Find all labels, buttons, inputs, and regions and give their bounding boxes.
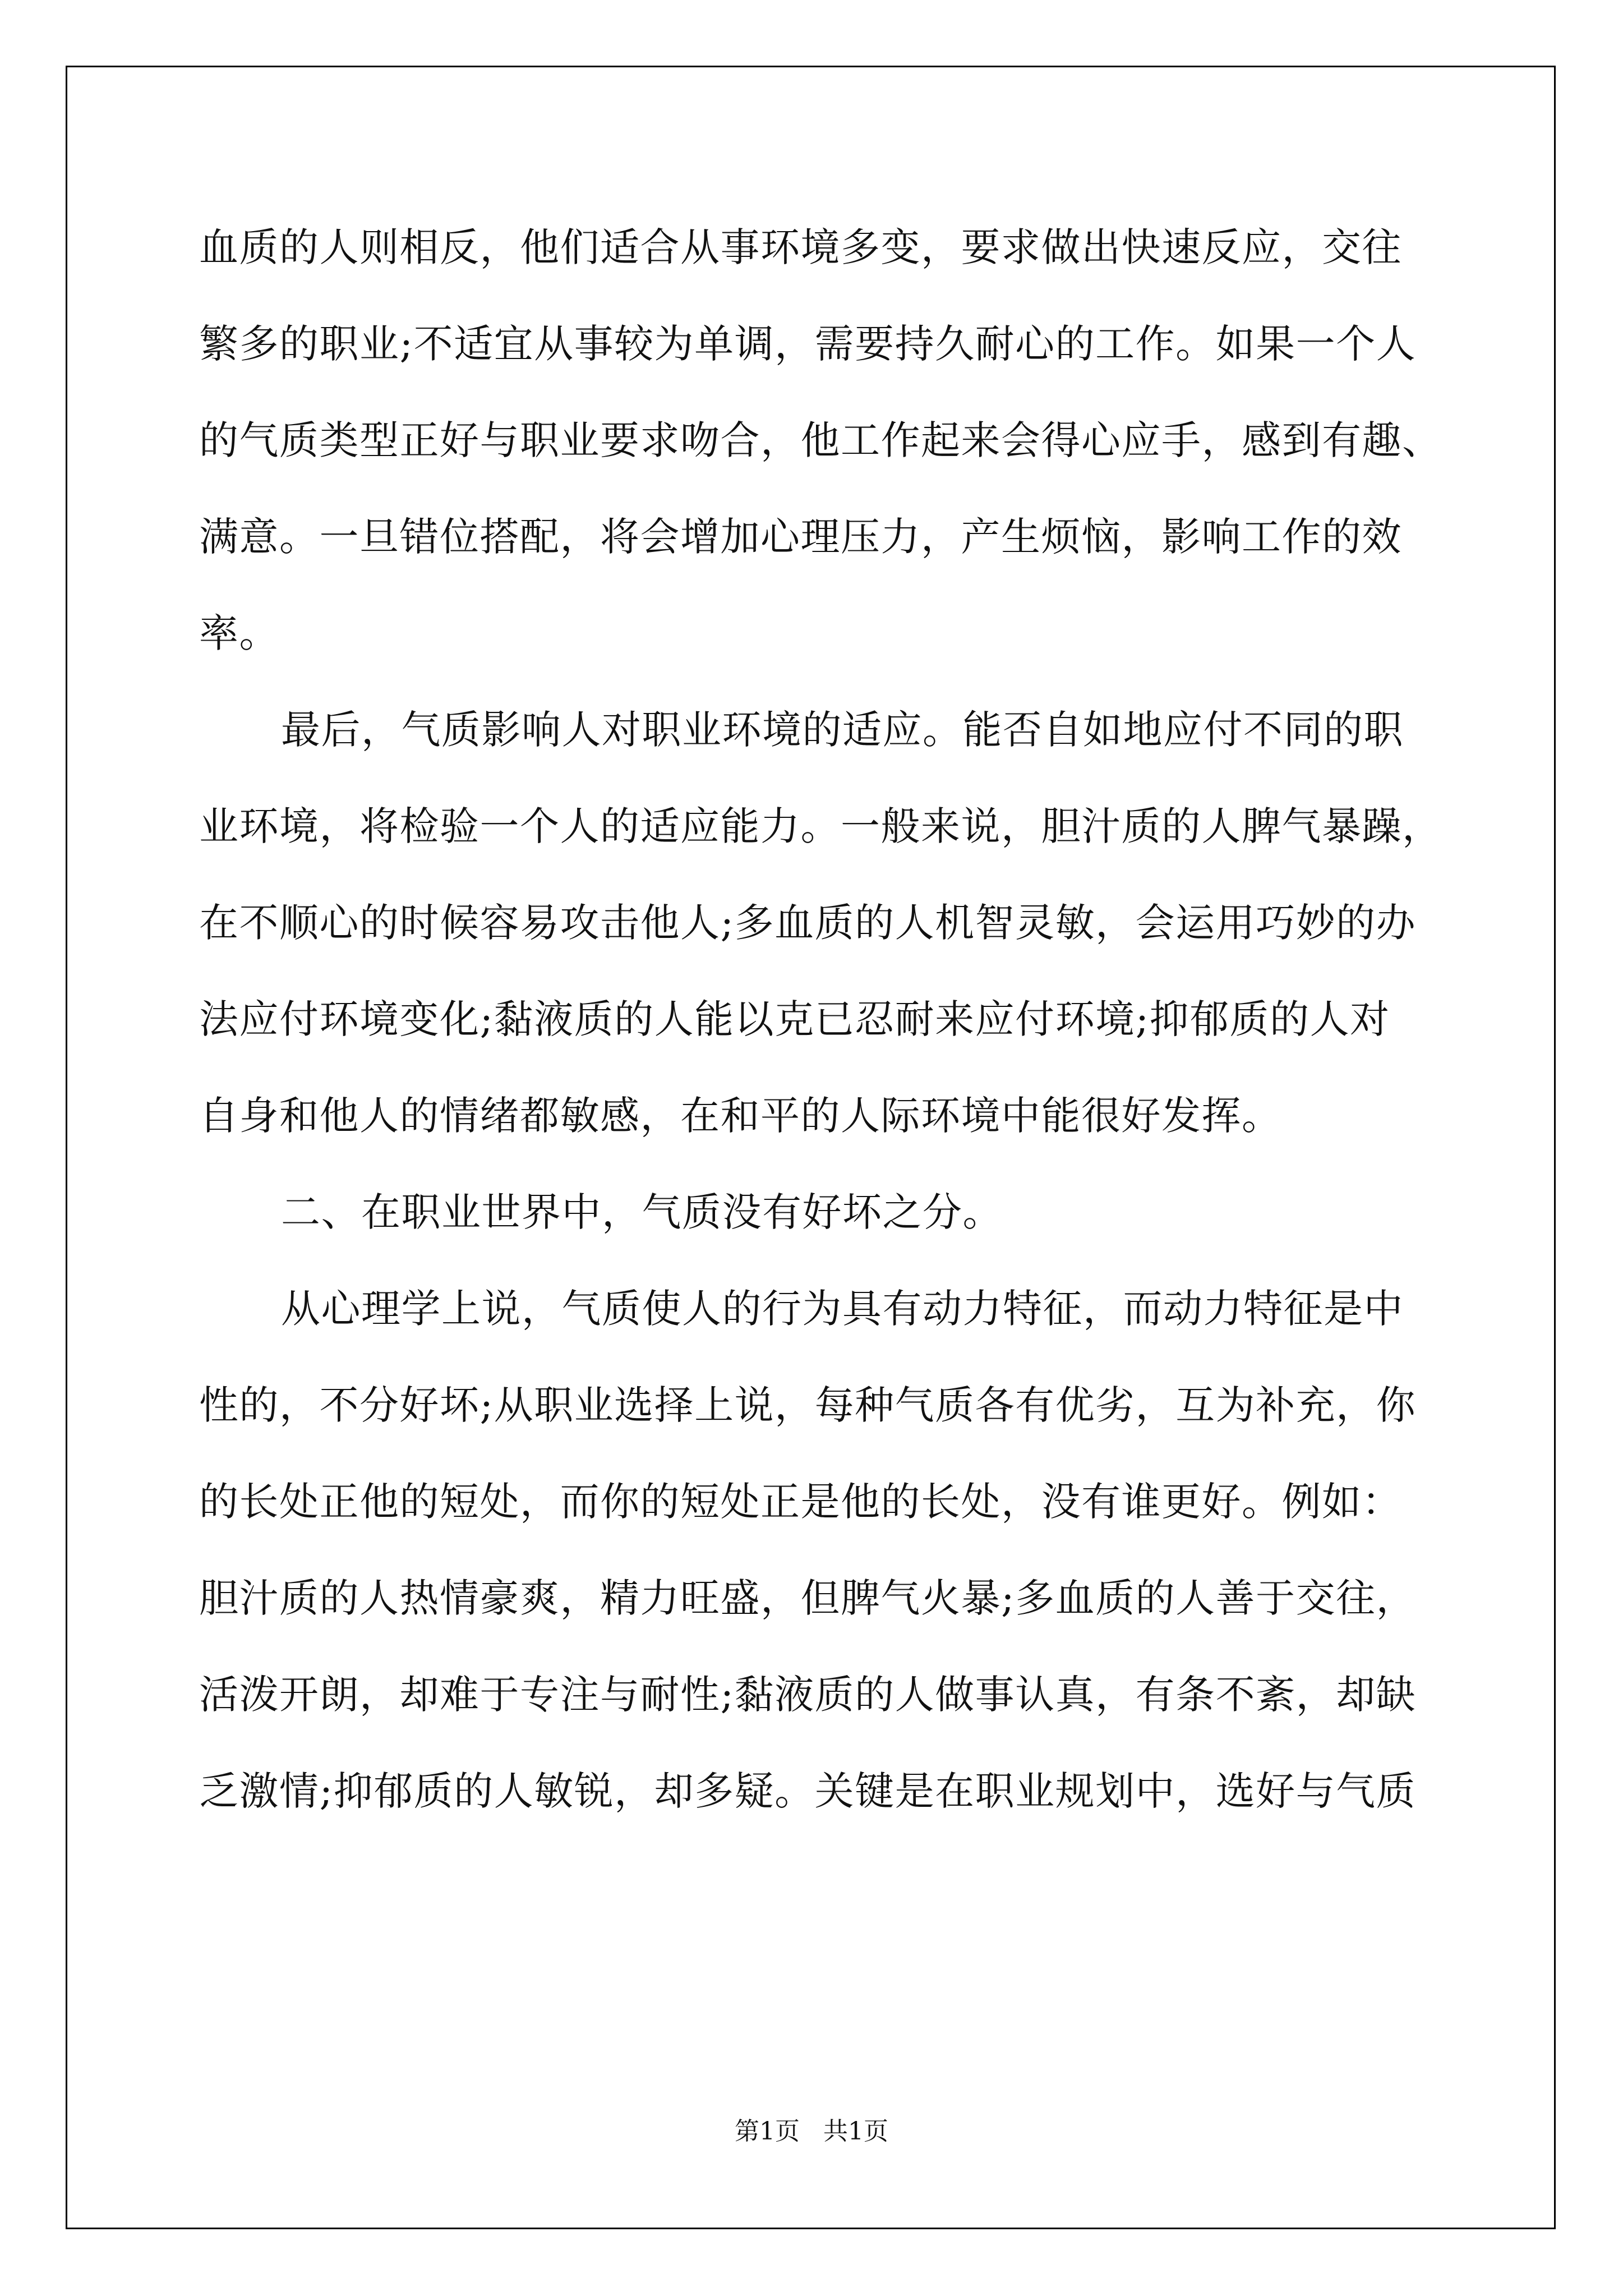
text-line-9: 法应付环境变化;黏液质的人能以克已忍耐来应付环境;抑郁质的人对 <box>199 996 1390 1042</box>
text-line-15: 胆汁质的人热情豪爽，精力旺盛，但脾气火暴;多血质的人善于交往， <box>199 1575 1417 1621</box>
document-body <box>199 199 1442 1839</box>
text-line-17: 乏激情;抑郁质的人敏锐，却多疑。关键是在职业规划中，选好与气质 <box>199 1768 1417 1814</box>
text-line-14: 的长处正他的短处，而你的短处正是他的长处，没有谁更好。例如： <box>199 1479 1402 1525</box>
text-line-13: 性的，不分好坏;从职业选择上说，每种气质各有优劣，互为补充，你 <box>199 1382 1417 1428</box>
section-heading: 二、在职业世界中，气质没有好坏之分。 <box>281 1189 1003 1235</box>
text-line-3: 的气质类型正好与职业要求吻合，他工作起来会得心应手，感到有趣、 <box>199 417 1442 463</box>
text-line-16: 活泼开朗，却难于专注与耐性;黏液质的人做事认真，有条不紊，却缺 <box>199 1672 1417 1718</box>
text-line-4: 满意。一旦错位搭配，将会增加心理压力，产生烦恼，影响工作的效 <box>199 514 1402 560</box>
text-line-2: 繁多的职业;不适宜从事较为单调，需要持久耐心的工作。如果一个人 <box>199 321 1417 367</box>
paragraph-start-line-6: 最后，气质影响人对职业环境的适应。能否自如地应付不同的职 <box>281 707 1404 753</box>
text-line-10: 自身和他人的情绪都敏感，在和平的人际环境中能很好发挥。 <box>199 1093 1282 1139</box>
page-number-footer: 第1页 共1页 <box>735 2117 888 2146</box>
text-line-7: 业环境，将检验一个人的适应能力。一般来说，胆汁质的人脾气暴躁， <box>199 803 1442 849</box>
text-line-8: 在不顺心的时候容易攻击他人;多血质的人机智灵敏，会运用巧妙的办 <box>199 900 1417 946</box>
text-line-1: 血质的人则相反，他们适合从事环境多变，要求做出快速反应，交往 <box>199 224 1402 270</box>
text-line-5: 率。 <box>199 610 279 656</box>
paragraph-start-line-12: 从心理学上说，气质使人的行为具有动力特征，而动力特征是中 <box>281 1286 1404 1332</box>
